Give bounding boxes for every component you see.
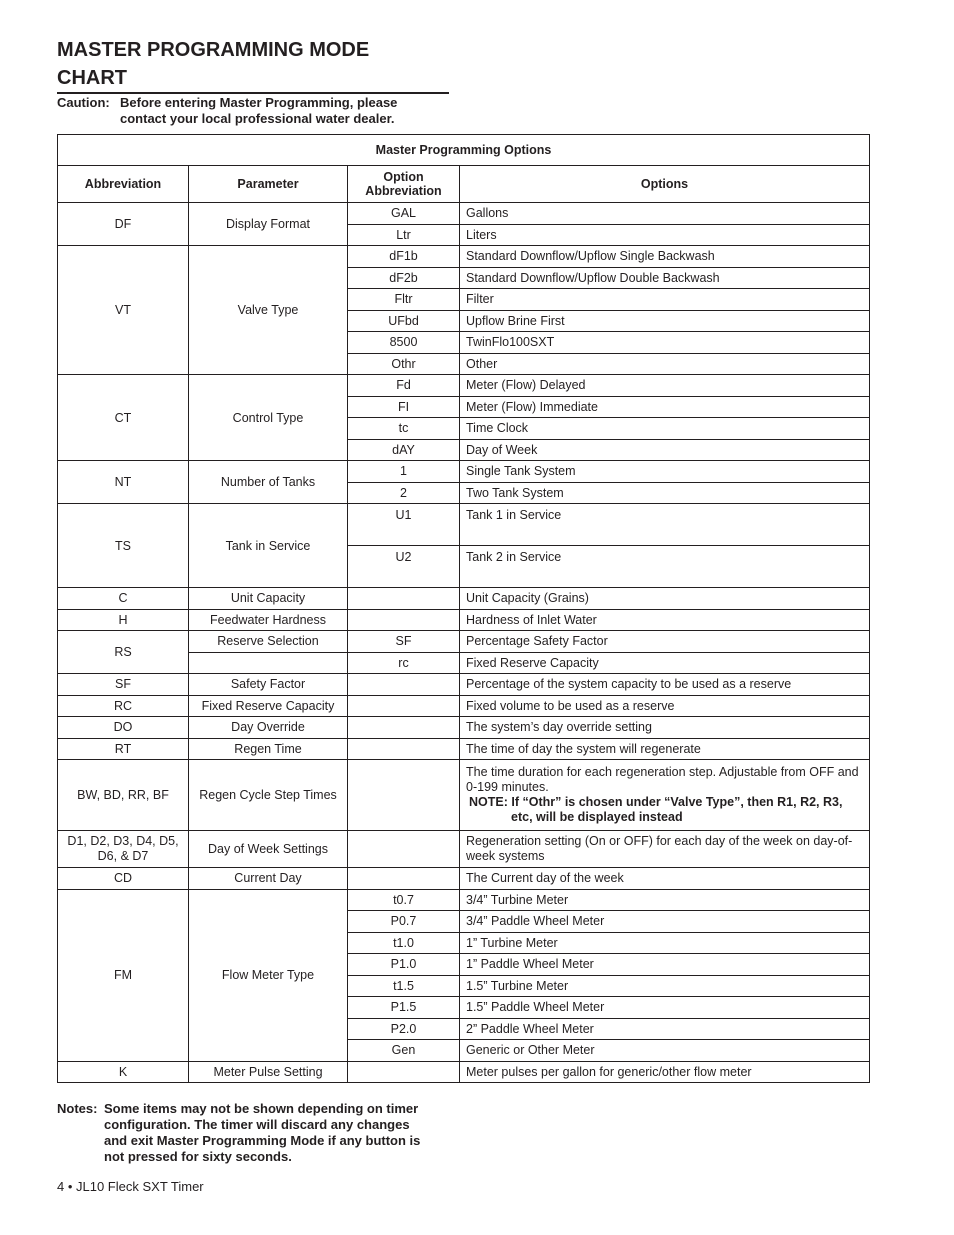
option-code-cell: GAL <box>348 203 460 225</box>
caution-line-1: Before entering Master Programming, please <box>120 95 398 110</box>
option-desc-cell: Day of Week <box>460 439 870 461</box>
option-code-cell: P1.5 <box>348 997 460 1019</box>
option-desc-cell: The Current day of the week <box>460 868 870 890</box>
caution-label: Caution: <box>57 95 110 110</box>
abbr-cell: C <box>58 588 189 610</box>
option-desc-cell: 1.5” Paddle Wheel Meter <box>460 997 870 1019</box>
header-parameter: Parameter <box>189 166 348 203</box>
abbr-cell: CD <box>58 868 189 890</box>
option-code-cell <box>348 868 460 890</box>
page-footer: 4 • JL10 Fleck SXT Timer <box>57 1179 204 1194</box>
table-row <box>58 631 870 653</box>
table-row <box>58 203 870 225</box>
header-option-abbr-line-2: Abbreviation <box>365 184 442 198</box>
abbr-cell: DF <box>58 203 189 246</box>
table-row <box>58 868 870 890</box>
option-code-cell: FI <box>348 396 460 418</box>
table-row <box>58 504 870 546</box>
title-line-2: CHART <box>57 67 127 89</box>
table-row <box>58 760 870 831</box>
regen-note <box>466 795 863 825</box>
option-desc-cell: Filter <box>460 289 870 311</box>
option-code-cell <box>348 588 460 610</box>
table-row <box>58 588 870 610</box>
param-cell: Reserve Selection <box>189 631 348 653</box>
param-cell: Valve Type <box>189 246 348 375</box>
option-desc-cell: The time of day the system will regenerate <box>460 738 870 760</box>
master-programming-table <box>57 134 870 1083</box>
option-code-cell: SF <box>348 631 460 653</box>
option-desc-cell: Liters <box>460 224 870 246</box>
option-code-cell: P0.7 <box>348 911 460 933</box>
option-code-cell: Fltr <box>348 289 460 311</box>
option-code-cell <box>348 760 460 831</box>
param-cell: Flow Meter Type <box>189 889 348 1061</box>
regen-note-line-2: etc, will be displayed instead <box>511 810 683 824</box>
notes-line-4: not pressed for sixty seconds. <box>104 1149 292 1164</box>
option-desc-cell: 3/4” Paddle Wheel Meter <box>460 911 870 933</box>
option-code-cell <box>348 674 460 696</box>
option-desc-cell: 1” Turbine Meter <box>460 932 870 954</box>
option-code-cell: Fd <box>348 375 460 397</box>
abbr-cell: SF <box>58 674 189 696</box>
table-row <box>58 889 870 911</box>
option-desc-cell: Percentage Safety Factor <box>460 631 870 653</box>
option-desc-cell: Fixed Reserve Capacity <box>460 652 870 674</box>
table-row <box>58 375 870 397</box>
page-title <box>57 36 449 94</box>
option-desc-cell: Percentage of the system capacity to be used as a reserve <box>460 674 870 696</box>
option-code-cell: t1.0 <box>348 932 460 954</box>
option-code-cell: tc <box>348 418 460 440</box>
abbr-cell: BW, BD, RR, BF <box>58 760 189 831</box>
option-code-cell: P2.0 <box>348 1018 460 1040</box>
param-cell: Feedwater Hardness <box>189 609 348 631</box>
notes-line-1: Some items may not be shown depending on timer <box>104 1101 419 1116</box>
option-code-cell: rc <box>348 652 460 674</box>
regen-description: The time duration for each regeneration step. Adjustable from OFF and 0-199 minutes. <box>466 765 859 794</box>
table-row <box>58 674 870 696</box>
table-row <box>58 461 870 483</box>
option-code-cell: t0.7 <box>348 889 460 911</box>
option-desc-cell: 1” Paddle Wheel Meter <box>460 954 870 976</box>
option-desc-cell: Fixed volume to be used as a reserve <box>460 695 870 717</box>
abbr-cell: NT <box>58 461 189 504</box>
option-desc-cell: Single Tank System <box>460 461 870 483</box>
option-code-cell <box>348 695 460 717</box>
notes-line-2: configuration. The timer will discard any changes <box>104 1117 410 1132</box>
param-cell: Number of Tanks <box>189 461 348 504</box>
abbr-cell: TS <box>58 504 189 588</box>
abbr-cell: RT <box>58 738 189 760</box>
param-cell: Display Format <box>189 203 348 246</box>
table-row <box>58 246 870 268</box>
option-desc-cell <box>460 760 870 831</box>
header-option-abbreviation <box>348 166 460 203</box>
param-cell <box>189 652 348 674</box>
option-desc-cell: 1.5” Turbine Meter <box>460 975 870 997</box>
option-desc-cell: Time Clock <box>460 418 870 440</box>
option-desc-cell: Standard Downflow/Upflow Double Backwash <box>460 267 870 289</box>
table-caption: Master Programming Options <box>58 135 870 166</box>
abbr-cell: K <box>58 1061 189 1083</box>
notes-label: Notes: <box>57 1101 98 1116</box>
option-code-cell: 2 <box>348 482 460 504</box>
option-code-cell: t1.5 <box>348 975 460 997</box>
param-cell: Tank in Service <box>189 504 348 588</box>
option-desc-cell: Upflow Brine First <box>460 310 870 332</box>
option-desc-cell: Tank 1 in Service <box>460 504 870 546</box>
table-row <box>58 717 870 739</box>
abbr-cell: VT <box>58 246 189 375</box>
regen-note-line-1: NOTE: If “Othr” is chosen under “Valve Type”, then R1, R2, R3, <box>469 795 843 809</box>
option-code-cell <box>348 717 460 739</box>
caution-line-2: contact your local professional water dealer. <box>120 111 395 126</box>
option-desc-cell: 3/4” Turbine Meter <box>460 889 870 911</box>
table-row <box>58 695 870 717</box>
option-desc-cell: Generic or Other Meter <box>460 1040 870 1062</box>
param-cell: Day Override <box>189 717 348 739</box>
header-abbreviation: Abbreviation <box>58 166 189 203</box>
option-code-cell: dF2b <box>348 267 460 289</box>
option-code-cell: Othr <box>348 353 460 375</box>
title-line-1: MASTER PROGRAMMING MODE <box>57 39 370 61</box>
option-code-cell: U1 <box>348 504 460 546</box>
notes-line-3: and exit Master Programming Mode if any button is <box>104 1133 421 1148</box>
header-option-abbr-line-1: Option <box>383 170 424 184</box>
option-desc-cell: 2” Paddle Wheel Meter <box>460 1018 870 1040</box>
option-code-cell: Gen <box>348 1040 460 1062</box>
option-desc-cell: Meter (Flow) Delayed <box>460 375 870 397</box>
table-row <box>58 1061 870 1083</box>
caution-block <box>57 95 477 127</box>
option-desc-cell: Tank 2 in Service <box>460 546 870 588</box>
abbr-cell: D1, D2, D3, D4, D5, D6, & D7 <box>58 831 189 868</box>
table-row <box>58 738 870 760</box>
option-code-cell: U2 <box>348 546 460 588</box>
param-cell: Control Type <box>189 375 348 461</box>
abbr-cell: H <box>58 609 189 631</box>
param-cell: Safety Factor <box>189 674 348 696</box>
param-cell: Regen Time <box>189 738 348 760</box>
abbr-cell: DO <box>58 717 189 739</box>
abbr-cell: FM <box>58 889 189 1061</box>
option-code-cell: 1 <box>348 461 460 483</box>
param-cell: Regen Cycle Step Times <box>189 760 348 831</box>
notes-block <box>57 1101 477 1165</box>
param-cell: Unit Capacity <box>189 588 348 610</box>
option-desc-cell: Other <box>460 353 870 375</box>
abbr-cell: RC <box>58 695 189 717</box>
abbr-cell: RS <box>58 631 189 674</box>
option-desc-cell: Two Tank System <box>460 482 870 504</box>
option-desc-cell: Meter pulses per gallon for generic/other flow meter <box>460 1061 870 1083</box>
option-code-cell: P1.0 <box>348 954 460 976</box>
option-desc-cell: TwinFlo100SXT <box>460 332 870 354</box>
option-code-cell <box>348 831 460 868</box>
option-desc-cell: Hardness of Inlet Water <box>460 609 870 631</box>
option-desc-cell: The system’s day override setting <box>460 717 870 739</box>
abbr-cell: CT <box>58 375 189 461</box>
option-code-cell <box>348 738 460 760</box>
option-desc-cell: Standard Downflow/Upflow Single Backwash <box>460 246 870 268</box>
option-code-cell <box>348 1061 460 1083</box>
param-cell: Fixed Reserve Capacity <box>189 695 348 717</box>
param-cell: Meter Pulse Setting <box>189 1061 348 1083</box>
option-desc-cell: Unit Capacity (Grains) <box>460 588 870 610</box>
option-code-cell: 8500 <box>348 332 460 354</box>
table-row <box>58 609 870 631</box>
param-cell: Current Day <box>189 868 348 890</box>
option-code-cell: UFbd <box>348 310 460 332</box>
option-code-cell: dF1b <box>348 246 460 268</box>
option-desc-cell: Gallons <box>460 203 870 225</box>
option-desc-cell: Regeneration setting (On or OFF) for each day of the week on day-of-week systems <box>460 831 870 868</box>
option-code-cell: Ltr <box>348 224 460 246</box>
option-code-cell: dAY <box>348 439 460 461</box>
header-options: Options <box>460 166 870 203</box>
option-desc-cell: Meter (Flow) Immediate <box>460 396 870 418</box>
param-cell: Day of Week Settings <box>189 831 348 868</box>
table-row <box>58 831 870 868</box>
option-code-cell <box>348 609 460 631</box>
